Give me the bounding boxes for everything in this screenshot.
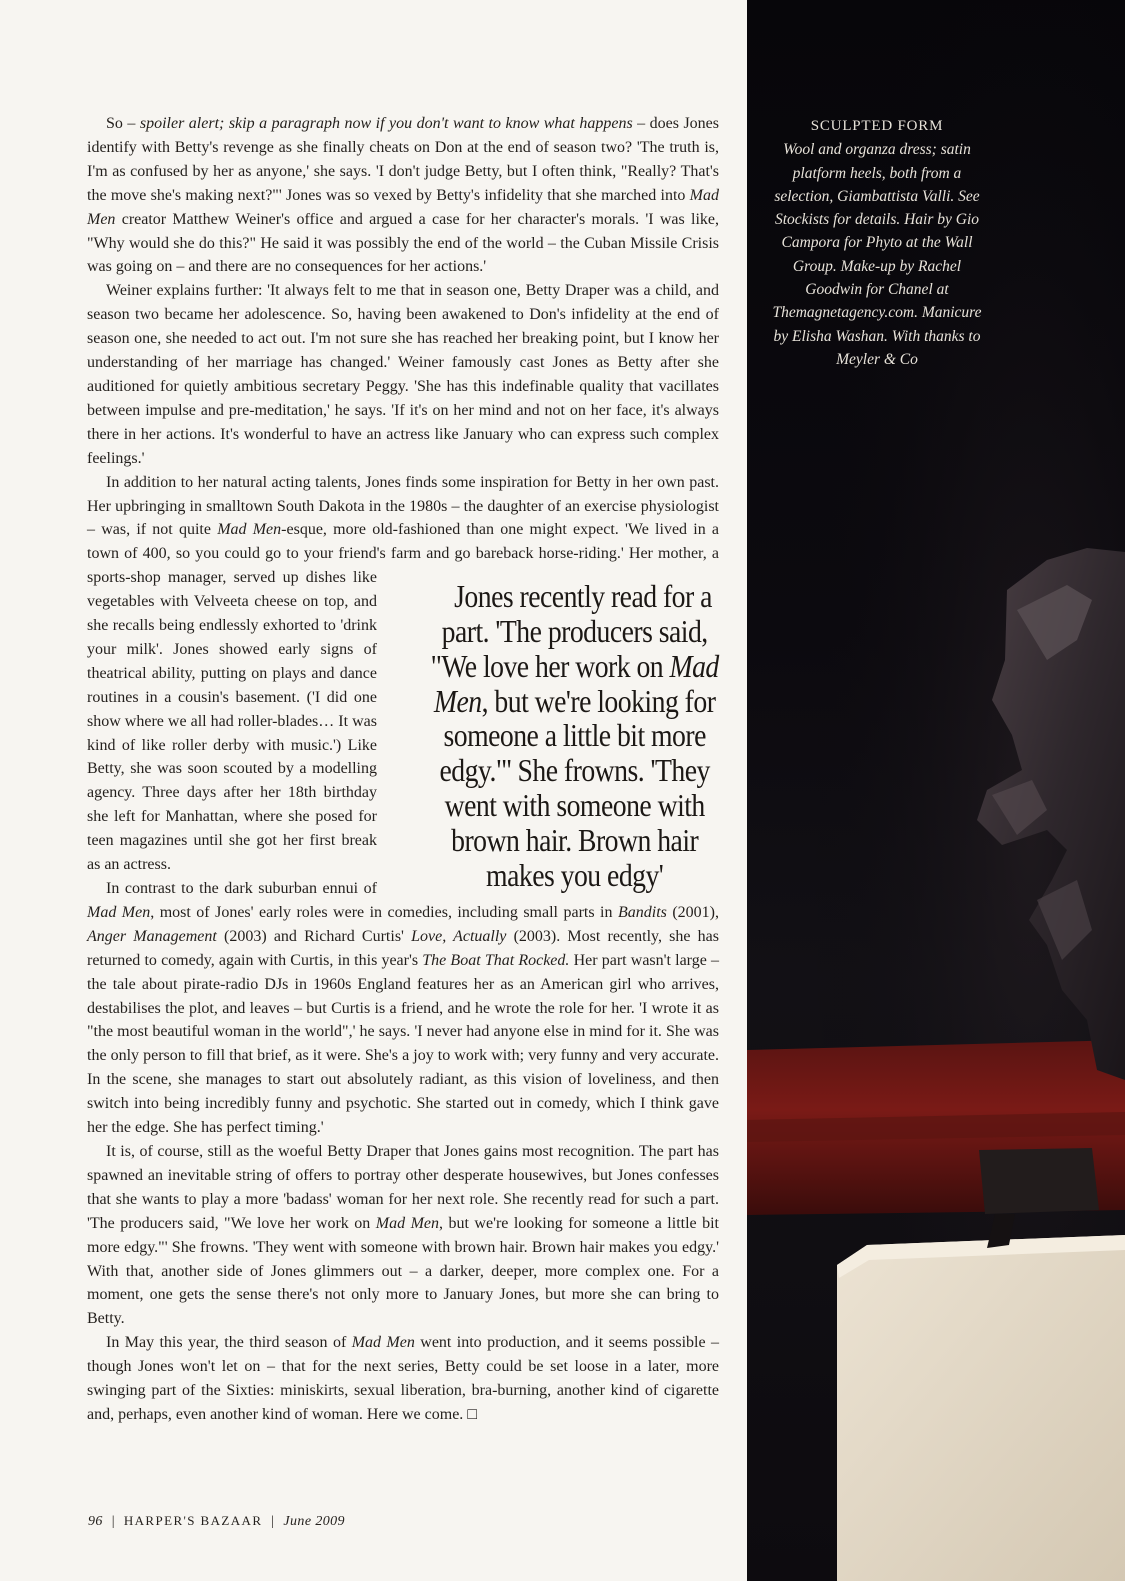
pull-quote-text: Jones recently read for a part. 'The producers said, "We love her work on	[430, 579, 712, 684]
page-number: 96	[88, 1514, 103, 1529]
end-mark: □	[467, 1405, 477, 1423]
paragraph-4: In contrast to the dark suburban ennui of Mad Men, most of Jones' early roles were in comedies, including small parts in Bandits (2001), Anger Management (2003) and Richard Curtis' Love, Actually (2003). Most recently, she has returned to comedy, again with Curtis, in this year's The Boat That Rocked. Her part wasn't large – the tale about pirate-radio DJs in 1960s England features her as an American girl who arrives, destabilises the plot, and leaves – but Curtis is a friend, and he wrote the role for her. 'I wrote it as "the most beautiful woman in the world",' he says. 'I never had anyone else in mind for it. She was the only person to fill that brief, as it were. She's a joy to work with; very funny and very accurate. In the scene, she manages to start out absolutely radiant, as this vision of loveliness, and then switch into being incredibly funny and psychotic. She started out in comedy, which I think gave her the edge. She has perfect timing.'	[87, 880, 720, 1137]
footer-separator: |	[111, 1514, 115, 1529]
pull-quote-text: , but we're looking for someone a little bit more edgy."' She frowns. 'They went with someone with brown hair. Brown hair makes you edgy'	[439, 683, 716, 893]
credit-title: SCULPTED FORM	[810, 118, 944, 134]
stone-plinth	[837, 1235, 1125, 1581]
pull-quote-text: Mad Men	[433, 648, 719, 719]
magazine-name: HARPER'S BAZAAR	[123, 1513, 263, 1528]
footer-separator: |	[271, 1514, 275, 1529]
paragraph-6: In May this year, the third season of Mad Men went into production, and it seems possible – though Jones won't let on – that for the next series, Betty could be set loose in a later, more swinging part of the Sixties: miniskirts, sexual liberation, bra-burning, another kind of cigarette and, perhaps, even another kind of woman. Here we come. □	[87, 1334, 719, 1423]
box-object	[979, 1148, 1099, 1214]
paragraph-1: So – spoiler alert; skip a paragraph now if you don't want to know what happens – does Jones identify with Betty's revenge as she finally cheats on Don at the end of season two? 'The truth is, I'm as confused by her as anyone,' she says. 'I don't judge Betty, but I often think, "Really? That's the move she's making next?"' Jones was so vexed by Betty's infidelity that she marched into Mad Men creator Matthew Weiner's office and argued a case for her character's morals. 'I was like, "Why would she do this?" He said it was possibly the end of the world – the Cuban Missile Crisis was going on – and there are no consequences for her actions.'	[87, 115, 720, 276]
paragraph-2: Weiner explains further: 'It always felt to me that in season one, Betty Draper was a child, and season two became her adolescence. So, having been awakened to Don's infidelity at the end of season one, she needed to act out. I'm not sure she has reached her breaking point, but I know her understanding of her marriage has changed.' Weiner famously cast Jones as Betty after she auditioned for quietly ambitious secretary Peggy. 'She has this indefinable quality that vacillates between impulse and pre-meditation,' he says. 'If it's on her mind and not on her face, it's always there in her actions. It's wonderful to have an actress like January who can express such complex feelings.'	[87, 282, 719, 467]
page-footer	[88, 1513, 345, 1530]
paragraph-5: It is, of course, still as the woeful Betty Draper that Jones gains most recognition. The part has spawned an inevitable string of offers to portray other desperate housewives, but Jones confesses that she wants to play a more 'badass' woman for her next role. She recently read for such a part. 'The producers said, "We love her work on Mad Men, but we're looking for someone a little bit more edgy."' She frowns. 'They went with someone with brown hair. Brown hair makes you edgy.' With that, another side of Jones glimmers out – a darker, deeper, more complex one. For a moment, one gets the sense there's not only more to January Jones, but more she can bring to Betty.	[87, 1142, 720, 1328]
issue-date: June 2009	[283, 1514, 345, 1529]
fashion-photo	[747, 0, 1125, 1581]
article-body	[87, 112, 719, 1427]
credit-text: Wool and organza dress; satin platform heels, both from a selection, Giambattista Valli. See Stockists for details. Hair by Gio Campora for Phyto at the Wall Group. Make-up by Rachel Goodwin for Chanel at Themagnetagency.com. Manicure by Elisha Washan. With thanks to Meyler & Co	[772, 141, 982, 368]
photo-credit	[767, 114, 987, 371]
paragraph-3: In addition to her natural acting talents, Jones finds some inspiration for Betty in her own past. Her upbringing in smalltown South Dakota in the 1980s – the daughter of an exercise physiologist – was, if not quite Mad Men-esque, more old-fashioned than one might expect. 'We lived in a town of 400, so you could go to your friend's farm and go bareback horse-riding.' Her mother, a sports-shop manager, served up dishes like Jones recently read for a part. 'The producers said, "We love her work on Mad Men, but we're looking for someone a little bit more edgy."' She frowns. 'They went with someone with brown hair. Brown hair makes you edgy' vegetables with Velveeta cheese on top, and she recalls being endlessly exhorted to 'drink your milk'. Jones showed early signs of theatrical ability, putting on plays and dance routines in a cousin's basement. ('I did one show where we all had roller-blades… It was kind of like roller derby with music.') Like Betty, she was soon scouted by a modelling agency. Three days after her 18th birthday she left for Manhattan, where she posed for teen magazines until she got her first break as an actress.	[87, 473, 720, 893]
pull-quote	[430, 580, 719, 893]
